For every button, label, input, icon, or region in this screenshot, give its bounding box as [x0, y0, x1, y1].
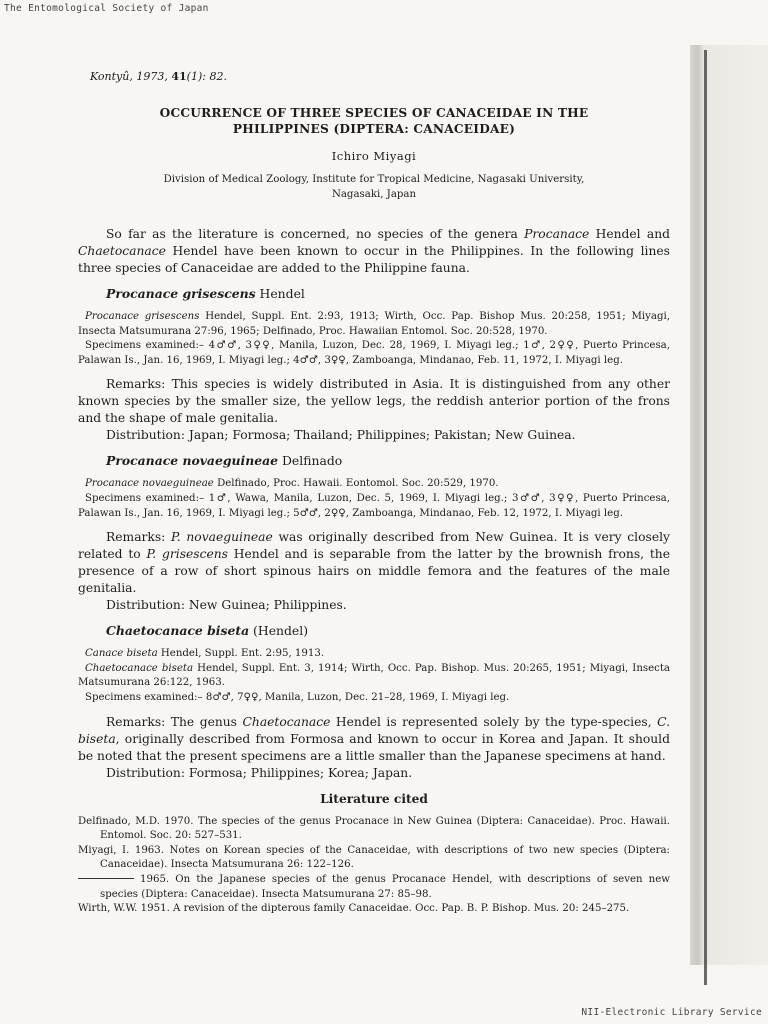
- ditto-dash: [78, 878, 134, 879]
- page-edge-shadow: [690, 45, 768, 965]
- binding-line: [704, 50, 707, 985]
- species-records: Procanace grisescens Hendel, Suppl. Ent. 2:93, 1913; Wirth, Occ. Pap. Bishop Mus. 20:258, 1951; Miyagi, Insecta Matsumurana 27:96, 1965; Delfinado, Proc. Hawaiian Entomol. Soc. 20:528, 1970. Specimens examined:– 4♂♂, 3♀♀, Manila, Luzon, Dec. 28, 1969, I. Miyagi leg.; 1♂, 2♀♀, Puerto Princesa, Palawan Is., Jan. 16, 1969, I. Miyagi leg.; 4♂♂, 3♀♀, Zamboanga, Mindanao, Feb. 11, 1972, I. Miyagi leg.: [78, 311, 670, 366]
- species-records: Canace biseta Hendel, Suppl. Ent. 2:95, 1913. Chaetocanace biseta Hendel, Suppl. Ent. 3, 1914; Wirth, Occ. Pap. Bishop. Mus. 20:265, 1951; Miyagi, Insecta Matsumurana 26:122, 1963. Specimens examined:– 8♂♂, 7♀♀, Manila, Luzon, Dec. 21–28, 1969, I. Miyagi leg.: [78, 648, 671, 703]
- reference-entry: Wirth, W.W. 1951. A revision of the dipterous family Canaceidae. Occ. Pap. B. P. Bishop. Mus. 20: 245–275.: [78, 903, 630, 915]
- species-heading: Chaetocanace biseta (Hendel): [106, 623, 309, 639]
- reference-entry: Delfinado, M.D. 1970. The species of the genus Procanace in New Guinea (Diptera: Canaceidae). Proc. Hawaii. Entomol. Soc. 20: 527–531.: [78, 815, 670, 842]
- journal-citation: Kontyû, 1973, 41(1): 82.: [90, 70, 227, 83]
- distribution: Distribution: Formosa; Philippines; Korea; Japan.: [106, 765, 413, 780]
- author: Ichiro Miyagi: [331, 149, 417, 163]
- reference-entry: 1965. On the Japanese species of the genus Procanace Hendel, with descriptions of seven new species (Diptera: Canaceidae). Insecta Matsumurana 27: 85–98.: [78, 873, 670, 902]
- paper-page: [78, 70, 670, 917]
- literature-list: [78, 815, 670, 917]
- intro-paragraph: So far as the literature is concerned, no species of the genera Procanace Hendel and Chaetocanace Hendel have been known to occur in the Philippines. In the following lines three species of Canaceidae are added to the Philippine fauna.: [78, 227, 670, 275]
- species-heading: Procanace grisescens Hendel: [106, 286, 305, 301]
- remarks: Remarks: This species is widely distributed in Asia. It is distinguished from any other known species by the smaller size, the yellow legs, the reddish anterior portion of the frons and the shape of male genitalia.: [78, 377, 670, 426]
- species-records: Procanace novaeguineae Delfinado, Proc. Hawaii. Eontomol. Soc. 20:529, 1970. Specimens examined:– 1♂, Wawa, Manila, Luzon, Dec. 5, 1969, I. Miyagi leg.; 3♂♂, 3♀♀, Puerto Princesa, Palawan Is., Jan. 16, 1969, I. Miyagi leg.; 5♂♂, 2♀♀, Zamboanga, Mindanao, Feb. 12, 1972, I. Miyagi leg.: [78, 478, 670, 519]
- remarks: Remarks: P. novaeguineae was originally described from New Guinea. It is very closely related to P. grisescens Hendel and is separable from the latter by the brownish frons, the presence of a row of short spinous hairs on middle femora and the features of the male genitalia.: [78, 530, 670, 596]
- library-footer: NII-Electronic Library Service: [581, 1007, 762, 1018]
- distribution: Distribution: New Guinea; Philippines.: [106, 598, 347, 613]
- reference-entry: Miyagi, I. 1963. Notes on Korean species of the Canaceidae, with descriptions of two new species (Diptera: Canaceidae). Insecta Matsumurana 26: 122–126.: [78, 844, 670, 871]
- distribution: Distribution: Japan; Formosa; Thailand; Philippines; Pakistan; New Guinea.: [106, 428, 576, 443]
- species-heading: Procanace novaeguineae Delfinado: [106, 453, 343, 469]
- paper-title: OCCURRENCE OF THREE SPECIES OF CANACEIDAE IN THE PHILIPPINES (DIPTERA: CANACEIDAE): [159, 106, 589, 136]
- remarks: Remarks: The genus Chaetocanace Hendel is represented solely by the type-species, C. biseta, originally described from Formosa and known to occur in Korea and Japan. It should be noted that the present specimens are a little smaller than the Japanese specimens at hand.: [78, 714, 670, 763]
- society-header: The Entomological Society of Japan: [4, 3, 209, 14]
- literature-heading: Literature cited: [320, 791, 428, 806]
- affiliation: Division of Medical Zoology, Institute for Tropical Medicine, Nagasaki University, Nagasaki, Japan: [163, 174, 585, 200]
